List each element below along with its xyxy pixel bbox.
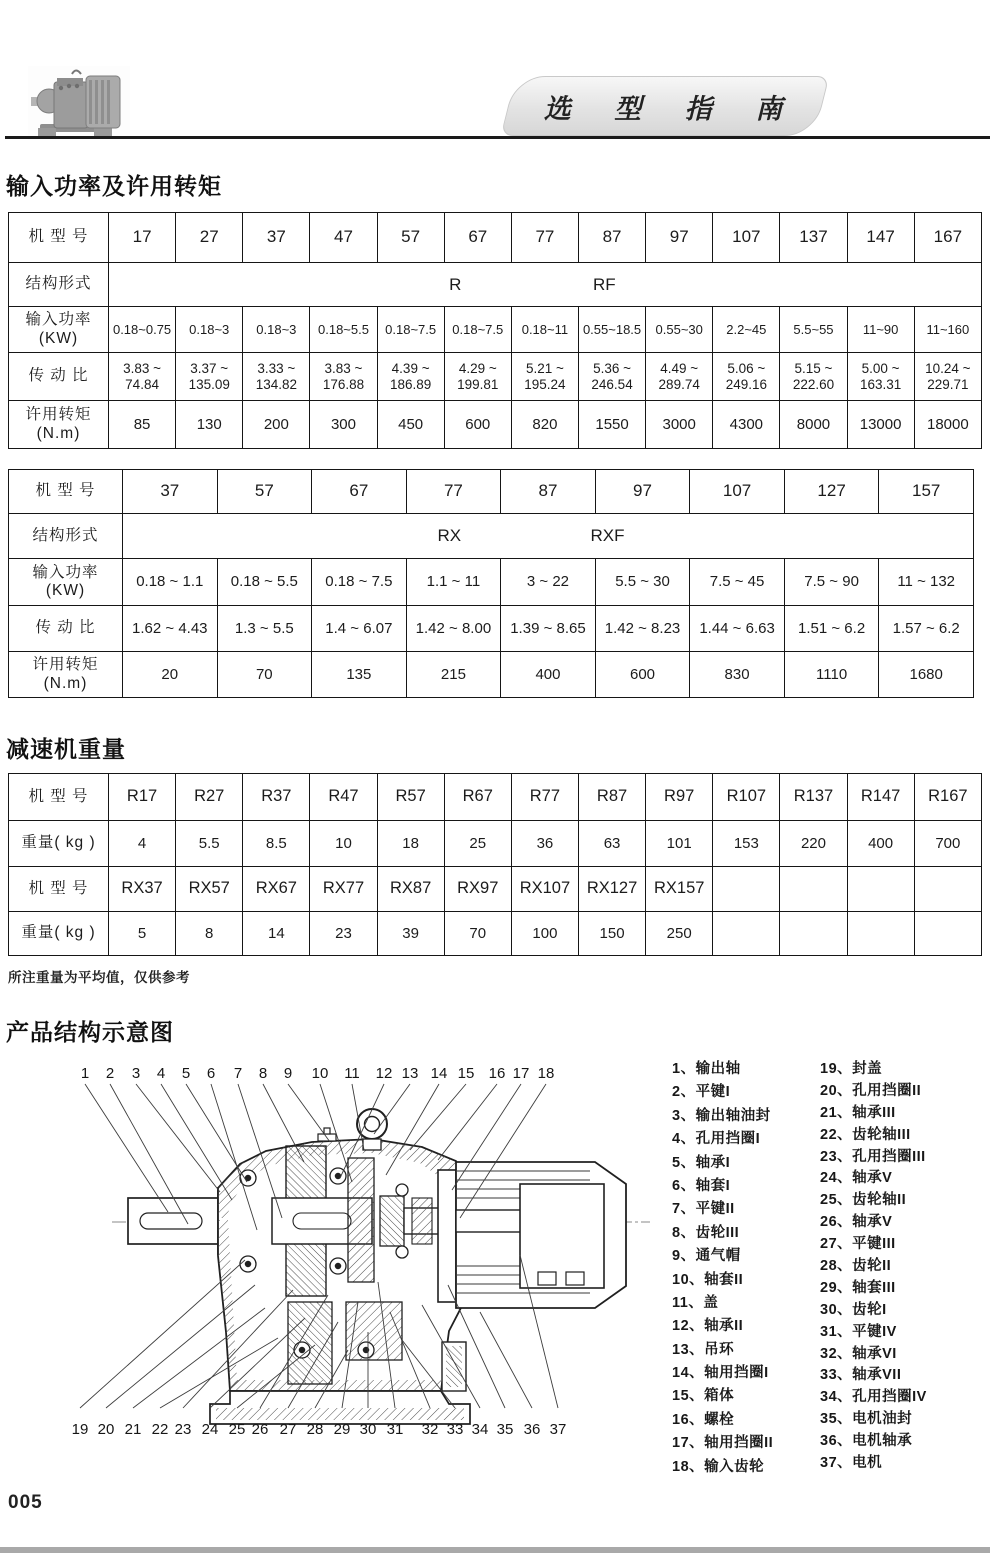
callout-number: 3	[131, 1065, 141, 1082]
weight-value-cell: 8	[176, 912, 243, 956]
row-label-model: 机 型 号	[9, 470, 123, 514]
power-cell: 1.1 ~ 11	[406, 559, 501, 606]
structure-left: RX	[437, 525, 462, 545]
weight-model-cell: RX127	[578, 867, 645, 912]
model-cell: 107	[713, 213, 780, 263]
power-table-r-series	[8, 212, 982, 449]
callout-number: 15	[457, 1065, 475, 1082]
torque-cell: 1680	[879, 652, 974, 698]
leader-line	[136, 1084, 220, 1192]
structure-left: R	[449, 274, 462, 294]
model-cell: 87	[578, 213, 645, 263]
ratio-cell: 5.06 ~ 249.16	[713, 353, 780, 401]
weight-model-cell: R57	[377, 774, 444, 821]
part-item: 2、平键I	[672, 1084, 731, 1101]
weight-model-cell: RX107	[511, 867, 578, 912]
part-item: 10、轴套II	[672, 1271, 744, 1288]
weight-model-cell	[847, 867, 914, 912]
page-banner	[501, 76, 830, 136]
part-item: 37、电机	[820, 1455, 883, 1472]
row-label-weight: 重量( kg )	[9, 912, 109, 956]
weight-value-cell: 14	[243, 912, 310, 956]
part-item: 30、齿轮I	[820, 1301, 887, 1318]
model-cell: 97	[646, 213, 713, 263]
torque-cell: 3000	[646, 401, 713, 449]
callout-number: 28	[306, 1421, 324, 1438]
breather-cap-drawing	[318, 1128, 336, 1141]
callout-number: 1	[80, 1065, 90, 1082]
weight-value-cell: 250	[646, 912, 713, 956]
weight-value-cell: 400	[847, 821, 914, 867]
part-item: 18、输入齿轮	[672, 1458, 765, 1475]
part-item: 26、轴承V	[820, 1214, 893, 1231]
part-item: 1、输出轴	[672, 1061, 741, 1077]
part-item: 28、齿轮II	[820, 1258, 892, 1275]
power-cell: 0.18 ~ 5.5	[217, 559, 312, 606]
weight-value-cell: 5	[109, 912, 176, 956]
torque-cell: 85	[109, 401, 176, 449]
callout-number: 17	[512, 1065, 530, 1082]
power-cell: 0.18~7.5	[377, 307, 444, 353]
row-label-ratio: 传 动 比	[9, 606, 123, 652]
callout-number: 11	[344, 1065, 360, 1082]
part-item: 4、孔用挡圈I	[672, 1131, 761, 1148]
model-cell: 67	[444, 213, 511, 263]
power-cell: 0.18~0.75	[109, 307, 176, 353]
part-item: 20、孔用挡圈II	[820, 1082, 922, 1099]
ratio-cell: 4.39 ~ 186.89	[377, 353, 444, 401]
model-cell: 147	[847, 213, 914, 263]
power-cell: 11~90	[847, 307, 914, 353]
callout-number: 37	[549, 1421, 567, 1438]
model-cell: 107	[690, 470, 785, 514]
power-cell: 3 ~ 22	[501, 559, 596, 606]
callout-number: 10	[311, 1065, 329, 1082]
part-item: 21、轴承III	[820, 1104, 896, 1121]
model-cell: 77	[511, 213, 578, 263]
weight-model-cell: R47	[310, 774, 377, 821]
power-cell: 0.18~5.5	[310, 307, 377, 353]
part-item: 13、吊环	[672, 1341, 735, 1358]
weight-note: 所注重量为平均值，仅供参考	[8, 970, 190, 985]
torque-cell: 8000	[780, 401, 847, 449]
power-cell: 0.18~7.5	[444, 307, 511, 353]
power-cell: 0.55~18.5	[578, 307, 645, 353]
callout-number: 18	[537, 1065, 555, 1082]
weight-value-cell: 5.5	[176, 821, 243, 867]
callout-number: 21	[124, 1421, 142, 1438]
ratio-cell: 1.44 ~ 6.63	[690, 606, 785, 652]
ratio-cell: 1.42 ~ 8.23	[595, 606, 690, 652]
power-cell: 7.5 ~ 45	[690, 559, 785, 606]
part-item: 17、轴用挡圈II	[672, 1435, 774, 1452]
leader-line	[288, 1084, 330, 1142]
weight-value-cell	[713, 912, 780, 956]
row-label-power: 输入功率 (KW)	[9, 559, 123, 606]
callout-number: 29	[333, 1421, 351, 1438]
callout-number: 26	[251, 1421, 269, 1438]
weight-table	[8, 773, 982, 956]
power-cell: 11 ~ 132	[879, 559, 974, 606]
weight-model-cell: R137	[780, 774, 847, 821]
weight-model-cell	[713, 867, 780, 912]
torque-cell: 130	[176, 401, 243, 449]
power-table-rx-series	[8, 469, 974, 698]
ratio-cell: 3.83 ~ 176.88	[310, 353, 377, 401]
callout-number: 13	[401, 1065, 419, 1082]
part-item: 16、螺栓	[672, 1411, 735, 1428]
weight-value-cell: 25	[444, 821, 511, 867]
model-cell: 97	[595, 470, 690, 514]
callout-number: 5	[181, 1065, 191, 1082]
part-item: 5、轴承I	[672, 1154, 731, 1171]
weight-model-cell: R27	[176, 774, 243, 821]
callout-number: 23	[174, 1421, 192, 1438]
weight-model-cell: R97	[646, 774, 713, 821]
weight-model-cell: RX57	[176, 867, 243, 912]
power-cell: 11~160	[914, 307, 981, 353]
torque-cell: 18000	[914, 401, 981, 449]
weight-model-cell: RX77	[310, 867, 377, 912]
power-cell: 0.55~30	[646, 307, 713, 353]
part-item: 3、输出轴油封	[672, 1107, 771, 1124]
callout-number: 7	[233, 1065, 243, 1082]
ratio-cell: 3.33 ~ 134.82	[243, 353, 310, 401]
ratio-cell: 4.49 ~ 289.74	[646, 353, 713, 401]
motor-drawing	[438, 1162, 626, 1308]
power-cell: 5.5 ~ 30	[595, 559, 690, 606]
part-item: 31、平键IV	[820, 1323, 897, 1340]
leader-line	[410, 1084, 466, 1150]
torque-cell: 135	[312, 652, 407, 698]
weight-value-cell: 8.5	[243, 821, 310, 867]
callout-number: 32	[421, 1421, 439, 1438]
ratio-cell: 1.51 ~ 6.2	[784, 606, 879, 652]
weight-model-cell: R37	[243, 774, 310, 821]
torque-cell: 215	[406, 652, 501, 698]
callout-number: 25	[228, 1421, 246, 1438]
ratio-cell: 5.21 ~ 195.24	[511, 353, 578, 401]
part-item: 32、轴承VI	[820, 1345, 897, 1362]
model-cell: 27	[176, 213, 243, 263]
model-cell: 77	[406, 470, 501, 514]
power-cell: 0.18~3	[243, 307, 310, 353]
callout-number: 30	[359, 1421, 377, 1438]
weight-value-cell	[914, 912, 981, 956]
row-label-power: 输入功率 (KW)	[9, 307, 109, 353]
weight-value-cell: 23	[310, 912, 377, 956]
part-item: 36、电机轴承	[820, 1433, 913, 1450]
weight-value-cell: 10	[310, 821, 377, 867]
model-cell: 37	[243, 213, 310, 263]
part-item: 24、轴承V	[820, 1170, 893, 1187]
leader-line	[186, 1084, 247, 1182]
part-item: 29、轴套III	[820, 1279, 896, 1296]
callout-number: 4	[156, 1065, 166, 1082]
weight-model-cell: R67	[444, 774, 511, 821]
weight-value-cell: 100	[511, 912, 578, 956]
part-item: 11、盖	[672, 1294, 719, 1311]
ratio-cell: 1.39 ~ 8.65	[501, 606, 596, 652]
weight-model-cell: RX67	[243, 867, 310, 912]
row-label-structure: 结构形式	[9, 263, 109, 307]
weight-value-cell: 70	[444, 912, 511, 956]
part-item: 7、平键II	[672, 1201, 735, 1218]
model-cell: 127	[784, 470, 879, 514]
torque-cell: 20	[123, 652, 218, 698]
callout-number: 20	[97, 1421, 115, 1438]
part-item: 27、平键III	[820, 1236, 896, 1253]
weight-model-cell: R167	[914, 774, 981, 821]
part-item: 22、齿轮轴III	[820, 1126, 911, 1143]
callout-number: 2	[105, 1065, 115, 1082]
model-cell: 157	[879, 470, 974, 514]
base-drawing	[210, 1391, 470, 1424]
footer-bar	[0, 1547, 990, 1553]
callout-number: 16	[488, 1065, 506, 1082]
part-item: 34、孔用挡圈IV	[820, 1389, 927, 1406]
torque-cell: 450	[377, 401, 444, 449]
row-label-model: 机 型 号	[9, 774, 109, 821]
weight-value-cell	[780, 912, 847, 956]
torque-cell: 200	[243, 401, 310, 449]
part-item: 23、孔用挡圈III	[820, 1148, 926, 1165]
weight-value-cell: 18	[377, 821, 444, 867]
row-label-model: 机 型 号	[9, 867, 109, 912]
callout-number: 14	[430, 1065, 448, 1082]
callout-number: 9	[283, 1065, 293, 1082]
torque-cell: 400	[501, 652, 596, 698]
torque-cell: 830	[690, 652, 785, 698]
model-cell: 87	[501, 470, 596, 514]
parts-list-right	[820, 1057, 988, 1473]
weight-value-cell	[847, 912, 914, 956]
power-cell: 2.2~45	[713, 307, 780, 353]
weight-value-cell: 700	[914, 821, 981, 867]
part-item: 14、轴用挡圈I	[672, 1365, 769, 1382]
weight-model-cell	[914, 867, 981, 912]
part-item: 15、箱体	[672, 1388, 735, 1405]
parts-list-left	[672, 1057, 822, 1478]
model-cell: 47	[310, 213, 377, 263]
torque-cell: 820	[511, 401, 578, 449]
ratio-cell: 4.29 ~ 199.81	[444, 353, 511, 401]
weight-value-cell: 220	[780, 821, 847, 867]
callout-number: 12	[375, 1065, 393, 1082]
torque-cell: 70	[217, 652, 312, 698]
ratio-cell: 1.62 ~ 4.43	[123, 606, 218, 652]
ratio-cell: 1.3 ~ 5.5	[217, 606, 312, 652]
weight-model-cell: RX37	[109, 867, 176, 912]
row-label-torque: 许用转矩 (N.m)	[9, 652, 123, 698]
weight-value-cell: 150	[578, 912, 645, 956]
section-title-structure: 产品结构示意图	[6, 1019, 174, 1045]
ratio-cell: 5.00 ~ 163.31	[847, 353, 914, 401]
weight-model-cell: R107	[713, 774, 780, 821]
gearmotor-photo	[28, 66, 130, 140]
ratio-cell: 10.24 ~ 229.71	[914, 353, 981, 401]
part-item: 33、轴承VII	[820, 1367, 902, 1384]
structure-diagram	[50, 1050, 670, 1455]
torque-cell: 600	[444, 401, 511, 449]
leader-line	[438, 1084, 497, 1160]
torque-cell: 600	[595, 652, 690, 698]
page-banner-title: 选 型 指 南	[543, 93, 801, 124]
part-item: 25、齿轮轴II	[820, 1192, 907, 1209]
leader-line	[374, 1084, 410, 1134]
power-cell: 0.18~3	[176, 307, 243, 353]
ratio-cell: 5.36 ~ 246.54	[578, 353, 645, 401]
row-label-ratio: 传 动 比	[9, 353, 109, 401]
torque-cell: 1550	[578, 401, 645, 449]
part-item: 19、封盖	[820, 1061, 883, 1077]
part-item: 35、电机油封	[820, 1411, 913, 1428]
callout-number: 36	[523, 1421, 541, 1438]
row-label-weight: 重量( kg )	[9, 821, 109, 867]
callout-number: 6	[206, 1065, 216, 1082]
row-label-torque: 许用转矩 (N.m)	[9, 401, 109, 449]
callout-number: 8	[258, 1065, 268, 1082]
torque-cell: 4300	[713, 401, 780, 449]
weight-model-cell: R147	[847, 774, 914, 821]
model-cell: 57	[217, 470, 312, 514]
page-number: 005	[8, 1492, 43, 1513]
callout-number: 33	[446, 1421, 464, 1438]
model-cell: 137	[780, 213, 847, 263]
structure-right: RF	[592, 274, 616, 294]
weight-model-cell: RX157	[646, 867, 713, 912]
part-item: 8、齿轮III	[672, 1224, 740, 1241]
weight-model-cell: RX97	[444, 867, 511, 912]
callout-number: 24	[201, 1421, 219, 1438]
part-item: 9、通气帽	[672, 1248, 741, 1265]
torque-cell: 300	[310, 401, 377, 449]
structure-cell	[109, 263, 982, 307]
power-cell: 0.18 ~ 7.5	[312, 559, 407, 606]
callout-number: 31	[386, 1421, 404, 1438]
header-divider	[5, 136, 990, 139]
weight-value-cell: 153	[713, 821, 780, 867]
weight-value-cell: 101	[646, 821, 713, 867]
weight-value-cell: 4	[109, 821, 176, 867]
section-title-power-torque: 输入功率及许用转矩	[6, 173, 222, 199]
ratio-cell: 3.83 ~ 74.84	[109, 353, 176, 401]
torque-cell: 13000	[847, 401, 914, 449]
power-cell: 0.18~11	[511, 307, 578, 353]
weight-value-cell: 36	[511, 821, 578, 867]
model-cell: 57	[377, 213, 444, 263]
weight-model-cell: RX87	[377, 867, 444, 912]
structure-right: RXF	[590, 525, 625, 545]
power-cell: 7.5 ~ 90	[784, 559, 879, 606]
model-cell: 37	[123, 470, 218, 514]
callout-number: 22	[151, 1421, 169, 1438]
callout-number: 34	[471, 1421, 489, 1438]
torque-cell: 1110	[784, 652, 879, 698]
weight-model-cell: R17	[109, 774, 176, 821]
ratio-cell: 1.4 ~ 6.07	[312, 606, 407, 652]
part-item: 12、轴承II	[672, 1318, 744, 1335]
weight-model-cell	[780, 867, 847, 912]
leader-line	[480, 1312, 532, 1408]
structure-cell	[123, 514, 974, 559]
model-cell: 17	[109, 213, 176, 263]
model-cell: 167	[914, 213, 981, 263]
row-label-model: 机 型 号	[9, 213, 109, 263]
weight-value-cell: 39	[377, 912, 444, 956]
section-title-weight: 减速机重量	[6, 736, 126, 762]
callout-number: 19	[71, 1421, 89, 1438]
power-cell: 5.5~55	[780, 307, 847, 353]
weight-model-cell: R87	[578, 774, 645, 821]
callout-number: 27	[279, 1421, 297, 1438]
ratio-cell: 3.37 ~ 135.09	[176, 353, 243, 401]
row-label-structure: 结构形式	[9, 514, 123, 559]
ratio-cell: 1.42 ~ 8.00	[406, 606, 501, 652]
model-cell: 67	[312, 470, 407, 514]
callout-number: 35	[496, 1421, 514, 1438]
ratio-cell: 5.15 ~ 222.60	[780, 353, 847, 401]
weight-model-cell: R77	[511, 774, 578, 821]
part-item: 6、轴套I	[672, 1177, 731, 1194]
weight-value-cell: 63	[578, 821, 645, 867]
leader-line	[85, 1084, 168, 1212]
ratio-cell: 1.57 ~ 6.2	[879, 606, 974, 652]
power-cell: 0.18 ~ 1.1	[123, 559, 218, 606]
